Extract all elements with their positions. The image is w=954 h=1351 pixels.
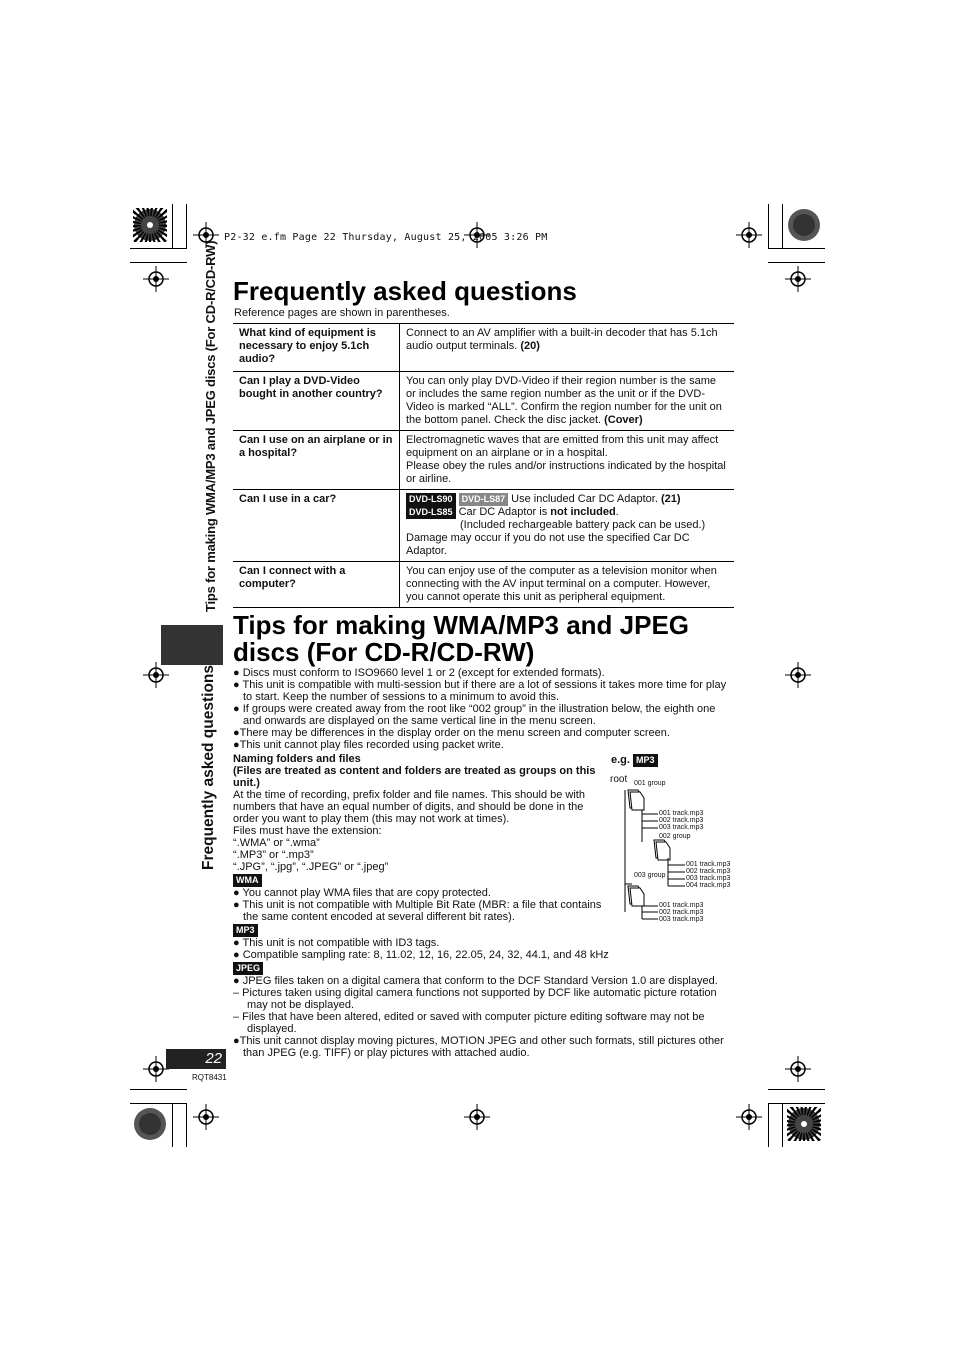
file-label: 003 track.mp3 [686, 875, 731, 882]
tips-title: Tips for making WMA/MP3 and JPEG discs (For CD-R/CD-RW) [233, 610, 690, 667]
color-rosette-icon [133, 1107, 167, 1141]
color-rosette-icon [787, 208, 821, 242]
faq-question: Can I use on an airplane or in a hospital? [233, 431, 400, 490]
registration-mark-icon [143, 662, 169, 688]
extension-intro: Files must have the extension: [233, 825, 382, 837]
faq-table [233, 323, 734, 608]
wma-tag: WMA [233, 874, 262, 887]
list-item: ● Discs must conform to ISO9660 level 1 or 2 (except for extended formats). [233, 667, 605, 679]
faq-answer: You can enjoy use of the computer as a television monitor when connecting with the AV input terminal on a computer. However, you cannot operate this unit as peripheral equipment. [406, 565, 717, 603]
folder-label: 002 group [659, 833, 691, 840]
folder-tree-diagram [610, 752, 740, 932]
file-label: 004 track.mp3 [686, 882, 731, 889]
list-item: ●There may be differences in the display order on the menu screen and computer screen. [233, 727, 670, 739]
list-item: ● JPEG files taken on a digital camera that conform to the DCF Standard Version 1.0 are displayed. [233, 975, 718, 987]
faq-answer: DVD-LS90 DVD-LS87 Use included Car DC Adaptor. (21) DVD-LS85 Car DC Adaptor is not included. (Included rechargeable battery pack can be used.) Damage may occur if you do not use the specified Car DC Adaptor. [406, 493, 706, 557]
registration-mark-icon [736, 222, 762, 248]
table-row [233, 372, 734, 431]
page-number: 22 [166, 1049, 226, 1069]
faq-question: What kind of equipment is necessary to enjoy 5.1ch audio? [233, 324, 400, 372]
list-item: ● This unit is not compatible with ID3 tags. [233, 937, 440, 949]
mp3-tag: MP3 [633, 754, 658, 767]
registration-mark-icon [785, 1056, 811, 1082]
color-rosette-icon [133, 208, 167, 242]
faq-question: Can I play a DVD-Video bought in another country? [233, 372, 400, 431]
registration-mark-icon [736, 1104, 762, 1130]
file-label: 002 track.mp3 [686, 868, 731, 875]
file-label: 003 track.mp3 [659, 916, 704, 923]
list-item: – Pictures taken using digital camera functions not supported by DCF like automatic picture rotation may not be displayed. [233, 987, 717, 1011]
list-item: ● You cannot play WMA files that are copy protected. [233, 887, 491, 899]
registration-mark-icon [193, 1104, 219, 1130]
jpeg-tag: JPEG [233, 962, 263, 975]
faq-answer: Connect to an AV amplifier with a built-in decoder that has 5.1ch audio output terminals. (20) [406, 327, 718, 352]
extension-mp3: “.MP3” or “.mp3” [233, 849, 314, 861]
list-item: ● Compatible sampling rate: 8, 11.02, 12, 16, 22.05, 24, 32, 44.1, and 48 kHz [233, 949, 609, 961]
table-row [233, 562, 734, 608]
table-row [233, 431, 734, 490]
list-item: ● This unit is not compatible with Multiple Bit Rate (MBR: a file that contains the same content encoded at several different bit rates). [233, 899, 602, 923]
example-label: e.g. MP3 [611, 754, 658, 767]
model-tag: DVD-LS85 [406, 506, 456, 519]
folder-label: 001 group [634, 780, 666, 787]
file-label: 002 track.mp3 [659, 817, 704, 824]
mp3-tag: MP3 [233, 924, 258, 937]
extension-wma: “.WMA” or “.wma” [233, 837, 320, 849]
model-tag: DVD-LS90 [406, 493, 456, 506]
faq-answer: Electromagnetic waves that are emitted from this unit may affect equipment on an airplane or in a hospital. Please obey the rules and/or instructions indicated by the hospital or airline. [406, 434, 726, 485]
root-label: root [610, 774, 628, 785]
registration-mark-icon [143, 266, 169, 292]
extension-jpg: “.JPG”, “.jpg”, “.JPEG” or “.jpeg” [233, 861, 389, 873]
model-tag: DVD-LS87 [459, 493, 509, 506]
file-label: 002 track.mp3 [659, 909, 704, 916]
table-row [233, 490, 734, 562]
registration-mark-icon [785, 266, 811, 292]
file-label: 001 track.mp3 [659, 810, 704, 817]
list-item: ●This unit cannot display moving pictures, MOTION JPEG and other such formats, still pictures other than JPEG (e.g. TIFF) or play pictures with attached audio. [233, 1035, 724, 1059]
model-code: RQT8431 [192, 1073, 227, 1082]
side-tab-marker [161, 625, 223, 665]
file-header: P2-32 e.fm Page 22 Thursday, August 25, 2005 3:26 PM [224, 232, 548, 243]
naming-subheading: (Files are treated as content and folders are treated as groups on this unit.) [233, 765, 596, 789]
list-item: ●This unit cannot play files recorded using packet write. [233, 739, 504, 751]
list-item: ● This unit is compatible with multi-session but if there are a lot of sessions it takes more time for play to start. Keep the number of sessions to a minimum to avoid this. [233, 679, 727, 703]
reference-note: Reference pages are shown in parentheses. [234, 307, 450, 319]
faq-question: Can I use in a car? [233, 490, 400, 562]
naming-heading: Naming folders and files [233, 753, 361, 765]
faq-answer: You can only play DVD-Video if their region number is the same or includes the same region number as the unit or if the DVD-Video is marked “ALL”. Confirm the region number for the unit on the bottom panel. Check the disc jacket. (Cover) [406, 375, 722, 426]
list-item: ● If groups were created away from the root like “002 group” in the illustration below, the eighth one and onwards are displayed on the same vertical line in the menu screen. [233, 703, 716, 727]
registration-mark-icon [464, 1104, 490, 1130]
file-label: 001 track.mp3 [686, 861, 731, 868]
side-tab-tips-label: Tips for making WMA/MP3 and JPEG discs (For CD-R/CD-RW) [203, 240, 218, 612]
file-label: 003 track.mp3 [659, 824, 704, 831]
faq-title: Frequently asked questions [233, 276, 577, 306]
list-item: – Files that have been altered, edited or saved with computer picture editing software may not be displayed. [233, 1011, 705, 1035]
color-rosette-icon [787, 1107, 821, 1141]
registration-mark-icon [785, 662, 811, 688]
side-tab-faq-label: Frequently asked questions [200, 665, 217, 870]
table-row [233, 324, 734, 372]
naming-body: At the time of recording, prefix folder and file names. This should be with numbers that have an equal number of digits, and should be done in the order you want to play them (this may not work at times). [233, 789, 585, 825]
faq-question: Can I connect with a computer? [233, 562, 400, 608]
file-label: 001 track.mp3 [659, 902, 704, 909]
folder-label: 003 group [634, 872, 666, 879]
